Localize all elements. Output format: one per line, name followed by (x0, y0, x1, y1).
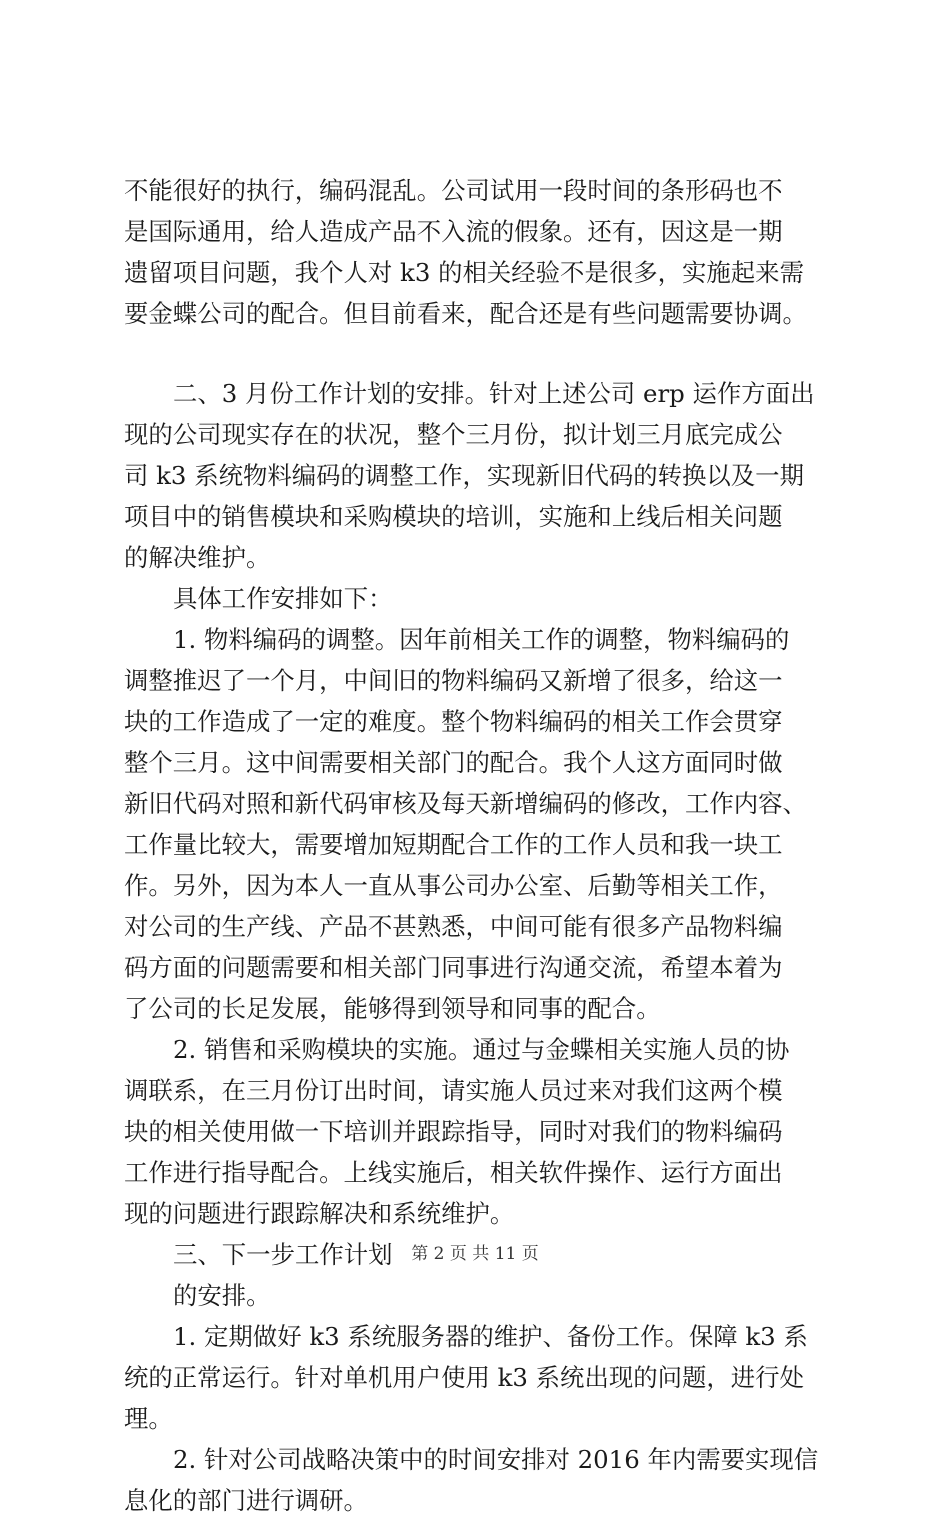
text-line: 息化的部门进行调研。 (124, 1486, 368, 1515)
text-line: 作。另外，因为本人一直从事公司办公室、后勤等相关工作， (124, 871, 783, 900)
text-line: 对公司的生产线、产品不甚熟悉，中间可能有很多产品物料编 (124, 912, 783, 941)
section-heading-line: 二、3 月份工作计划的安排。针对上述公司 erp 运作方面出 (173, 379, 815, 408)
text-line: 调联系，在三月份订出时间，请实施人员过来对我们这两个模 (124, 1076, 783, 1105)
text-line: 遗留项目问题，我个人对 k3 的相关经验不是很多，实施起来需 (124, 258, 804, 287)
text-line: 项目中的销售模块和采购模块的培训，实施和上线后相关问题 (124, 502, 783, 531)
text-line: 不能很好的执行，编码混乱。公司试用一段时间的条形码也不 (124, 176, 783, 205)
text-line: 整个三月。这中间需要相关部门的配合。我个人这方面同时做 (124, 748, 783, 777)
section-heading-line: 三、下一步工作计划 (173, 1240, 393, 1269)
text-line: 块的工作造成了一定的难度。整个物料编码的相关工作会贯穿 (124, 707, 783, 736)
text-line: 码方面的问题需要和相关部门同事进行沟通交流，希望本着为 (124, 953, 783, 982)
list-item-line: 2. 销售和采购模块的实施。通过与金蝶相关实施人员的协 (173, 1035, 790, 1064)
document-body (124, 170, 836, 1521)
list-item-line: 2. 针对公司战略决策中的时间安排对 2016 年内需要实现信 (173, 1445, 819, 1474)
paragraph-gap (124, 334, 836, 373)
text-line: 现的问题进行跟踪解决和系统维护。 (124, 1199, 515, 1228)
text-line: 司 k3 系统物料编码的调整工作，实现新旧代码的转换以及一期 (124, 461, 804, 490)
text-line: 块的相关使用做一下培训并跟踪指导，同时对我们的物料编码 (124, 1117, 783, 1146)
text-line: 理。 (124, 1404, 173, 1433)
text-line: 工作量比较大，需要增加短期配合工作的工作人员和我一块工 (124, 830, 783, 859)
text-line: 是国际通用，给人造成产品不入流的假象。还有，因这是一期 (124, 217, 783, 246)
text-line: 新旧代码对照和新代码审核及每天新增编码的修改，工作内容、 (124, 789, 807, 818)
text-line: 了公司的长足发展，能够得到领导和同事的配合。 (124, 994, 661, 1023)
text-line: 的解决维护。 (124, 543, 271, 572)
text-line: 要金蝶公司的配合。但目前看来，配合还是有些问题需要协调。 (124, 299, 807, 328)
text-line: 的安排。 (173, 1281, 271, 1310)
list-item-line: 1. 物料编码的调整。因年前相关工作的调整，物料编码的 (173, 625, 790, 654)
text-line: 调整推迟了一个月，中间旧的物料编码又新增了很多，给这一 (124, 666, 783, 695)
list-item-line: 1. 定期做好 k3 系统服务器的维护、备份工作。保障 k3 系 (173, 1322, 808, 1351)
text-line: 工作进行指导配合。上线实施后，相关软件操作、运行方面出 (124, 1158, 783, 1187)
text-line: 现的公司现实存在的状况，整个三月份，拟计划三月底完成公 (124, 420, 783, 449)
text-line: 统的正常运行。针对单机用户使用 k3 系统出现的问题，进行处 (124, 1363, 804, 1392)
text-line: 具体工作安排如下： (173, 584, 393, 613)
page-footer: 第 2 页 共 11 页 (411, 1244, 539, 1264)
